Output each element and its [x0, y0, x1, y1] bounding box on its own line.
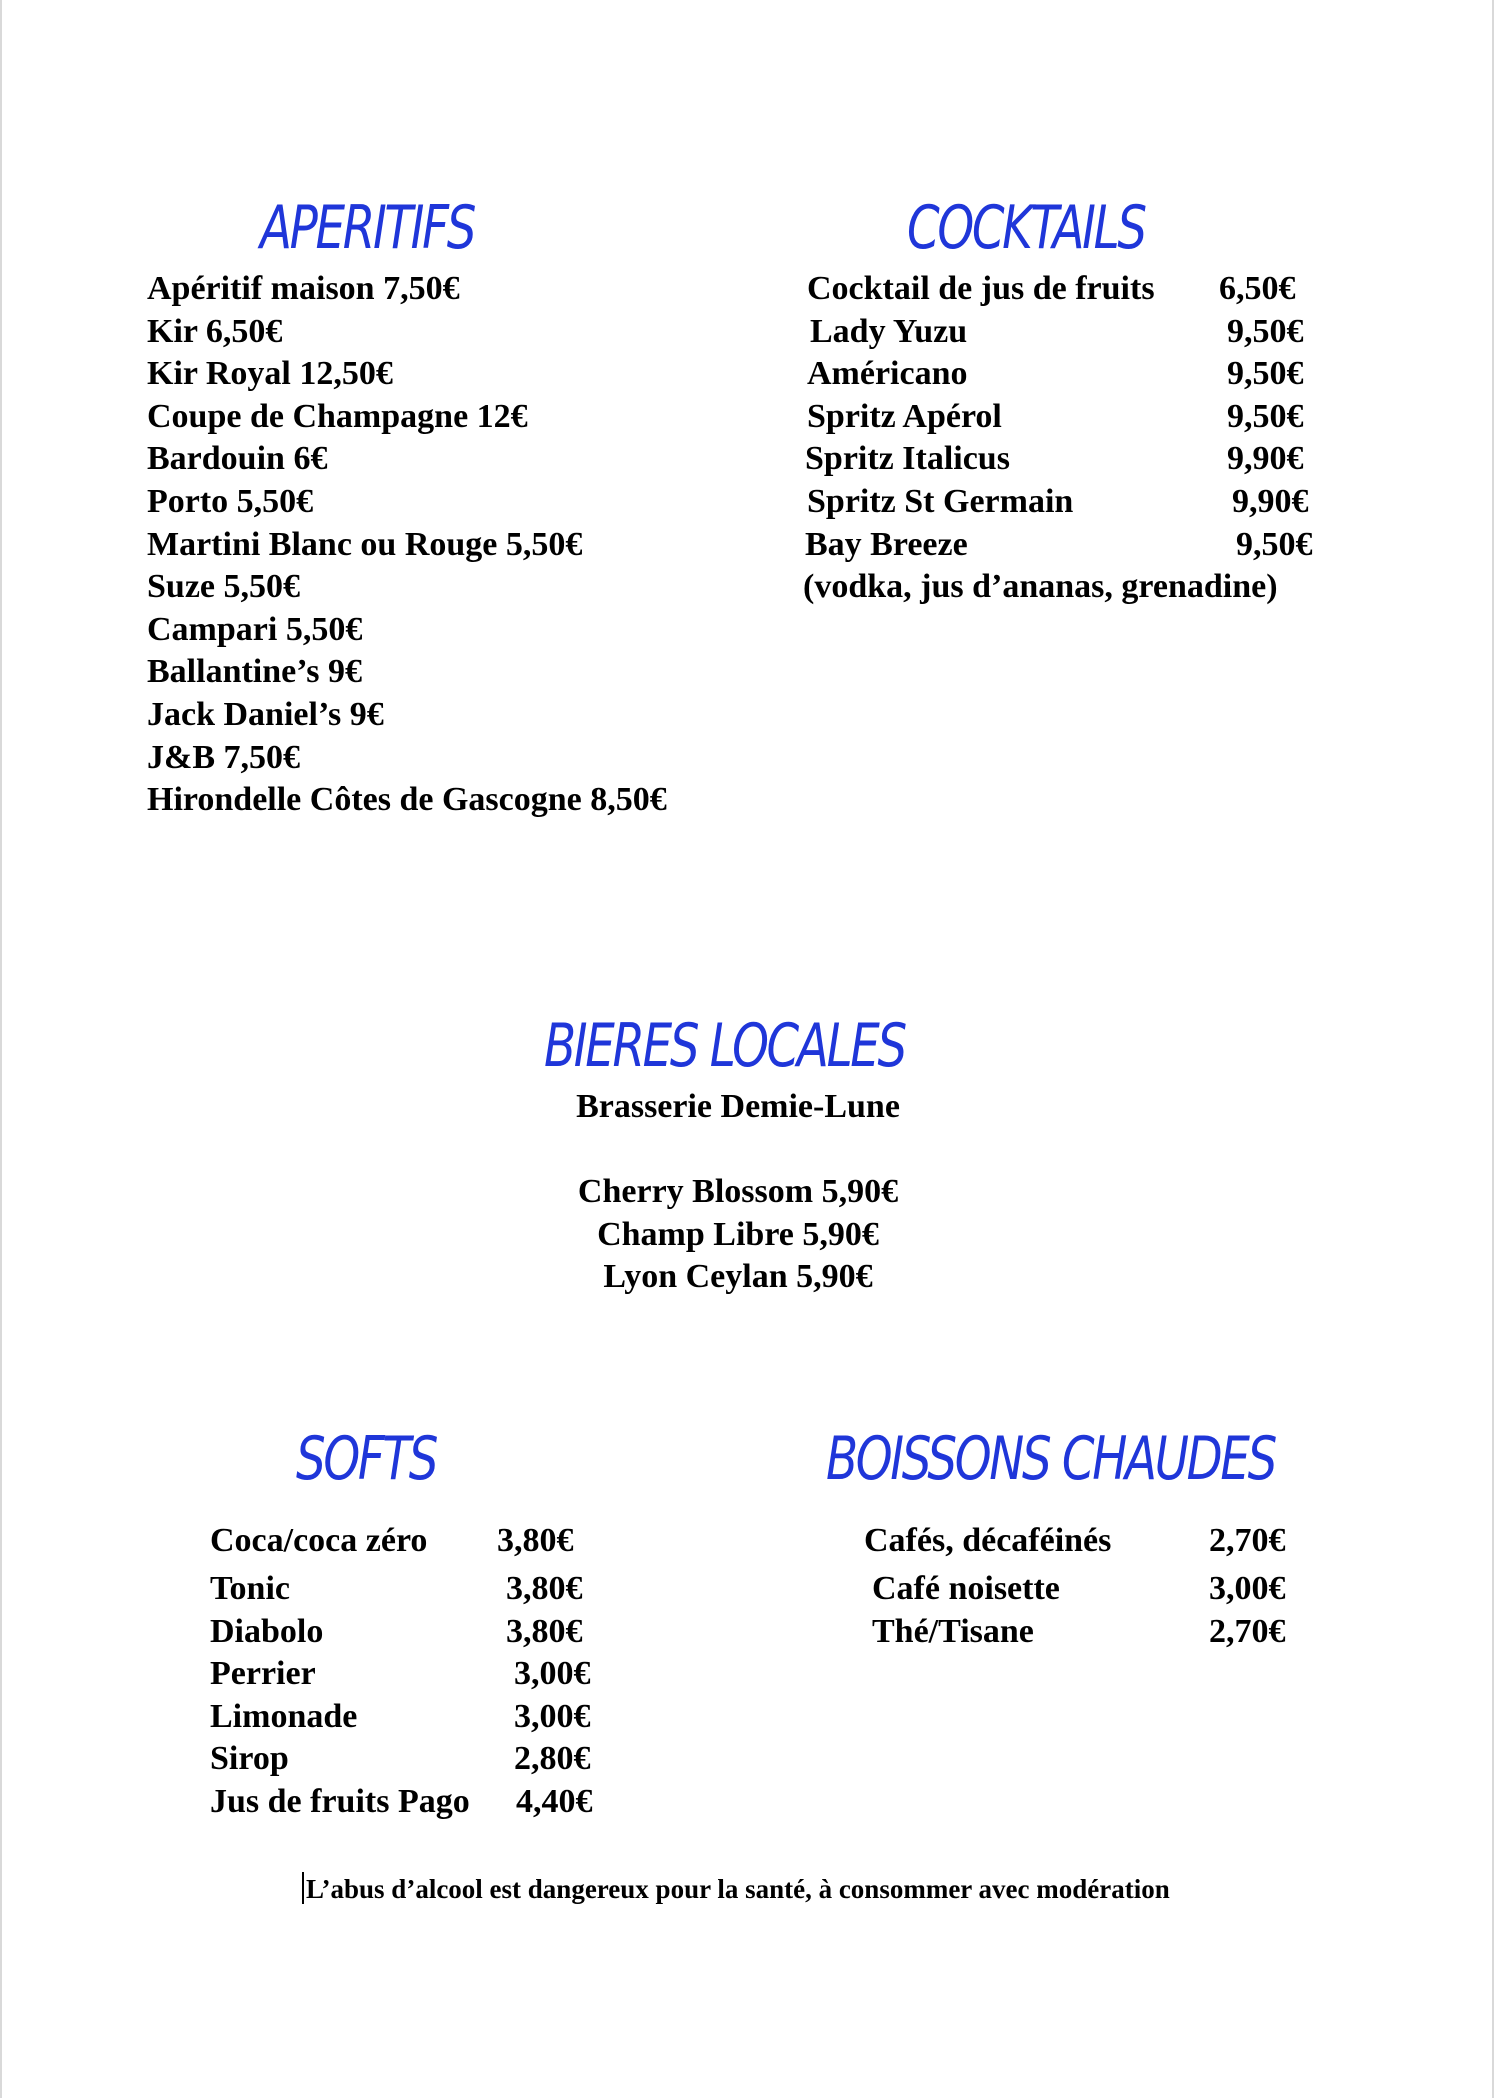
item-price: 3,00€ [514, 1655, 591, 1693]
item-price: 9,90€ [1227, 440, 1304, 478]
alcohol-warning-text: L’abus d’alcool est dangereux pour la santé, à consommer avec modération [306, 1874, 1170, 1904]
list-item [210, 1696, 630, 1739]
list-item [210, 1568, 630, 1611]
item-price: 2,70€ [1209, 1612, 1286, 1650]
item-name: Tonic [210, 1570, 291, 1607]
item-name: Coca/coca zéro [210, 1522, 428, 1559]
item-name: Cocktail de jus de fruits [807, 270, 1155, 307]
list-item: Champ Libre 5,90€ [597, 1215, 879, 1253]
item-price: 3,80€ [506, 1612, 583, 1650]
list-item: Bardouin 6€ [147, 440, 328, 478]
list-item [210, 1738, 630, 1781]
item-price: 9,50€ [1236, 525, 1313, 563]
aperitifs-title: APERITIFS [260, 193, 475, 263]
list-item: Ballantine’s 9€ [147, 653, 363, 691]
bieres-list [438, 1086, 1038, 1299]
item-price: 6,50€ [1219, 270, 1296, 307]
list-item [210, 1653, 630, 1696]
item-name: Spritz Italicus [805, 440, 1010, 478]
softs-title: SOFTS [296, 1424, 437, 1494]
list-item [807, 438, 1327, 481]
list-item: Kir 6,50€ [147, 312, 283, 350]
item-price: 9,50€ [1227, 397, 1304, 435]
list-item [864, 1568, 1324, 1611]
list-item: Lyon Ceylan 5,90€ [603, 1258, 873, 1296]
list-item: Apéritif maison 7,50€ [147, 270, 460, 307]
item-price: 2,70€ [1209, 1522, 1286, 1559]
list-item [807, 524, 1327, 567]
item-price: 4,40€ [516, 1782, 593, 1820]
item-name: Thé/Tisane [872, 1612, 1034, 1650]
list-item [807, 481, 1327, 524]
item-price: 3,00€ [514, 1697, 591, 1735]
softs-list [210, 1520, 630, 1824]
item-name: Diabolo [210, 1612, 324, 1650]
cocktail-note: (vodka, jus d’ananas, grenadine) [803, 568, 1278, 606]
item-price: 9,50€ [1227, 355, 1304, 393]
item-name: Lady Yuzu [810, 312, 968, 350]
item-name: Limonade [210, 1697, 358, 1735]
list-item: Porto 5,50€ [147, 482, 314, 520]
item-name: Sirop [210, 1740, 289, 1778]
item-price: 3,80€ [506, 1570, 583, 1607]
item-price: 3,00€ [1209, 1570, 1286, 1607]
item-name: Cafés, décaféinés [864, 1522, 1112, 1559]
list-item [864, 1520, 1324, 1568]
list-item [803, 566, 1327, 609]
text-cursor [302, 1872, 304, 1904]
item-name: Bay Breeze [805, 525, 968, 563]
list-item [807, 353, 1327, 396]
list-item: Martini Blanc ou Rouge 5,50€ [147, 525, 583, 563]
list-item: Hirondelle Côtes de Gascogne 8,50€ [147, 781, 667, 819]
item-price: 3,80€ [497, 1522, 574, 1559]
list-item [807, 311, 1327, 354]
list-item: Kir Royal 12,50€ [147, 355, 393, 393]
item-name: Américano [807, 355, 968, 393]
list-item [210, 1781, 630, 1824]
list-item [210, 1611, 630, 1654]
item-name: Perrier [210, 1655, 316, 1693]
item-name: Jus de fruits Pago [210, 1782, 470, 1820]
item-name: Spritz St Germain [807, 482, 1074, 520]
chaudes-title: BOISSONS CHAUDES [826, 1424, 1275, 1494]
alcohol-warning [302, 1872, 1170, 1905]
cocktails-list [803, 268, 1327, 609]
list-item: Jack Daniel’s 9€ [147, 695, 384, 733]
brewery-name: Brasserie Demie-Lune [576, 1088, 900, 1125]
list-item: J&B 7,50€ [147, 738, 300, 776]
item-name: Café noisette [872, 1570, 1060, 1607]
list-item [864, 1611, 1324, 1654]
cocktails-title: COCKTAILS [907, 193, 1145, 263]
item-price: 9,90€ [1232, 482, 1309, 520]
list-item [807, 396, 1327, 439]
list-item: Suze 5,50€ [147, 568, 300, 606]
item-name: Spritz Apérol [807, 397, 1002, 435]
list-item [210, 1520, 630, 1568]
list-item: Cherry Blossom 5,90€ [577, 1173, 899, 1211]
list-item [807, 268, 1327, 311]
bieres-title: BIERES LOCALES [544, 1011, 905, 1081]
list-item: Coupe de Champagne 12€ [147, 397, 528, 435]
aperitifs-list [147, 268, 667, 822]
item-price: 9,50€ [1227, 312, 1304, 350]
chaudes-list [864, 1520, 1324, 1653]
item-price: 2,80€ [514, 1740, 591, 1778]
spacer [438, 1129, 1038, 1172]
list-item: Campari 5,50€ [147, 610, 363, 648]
